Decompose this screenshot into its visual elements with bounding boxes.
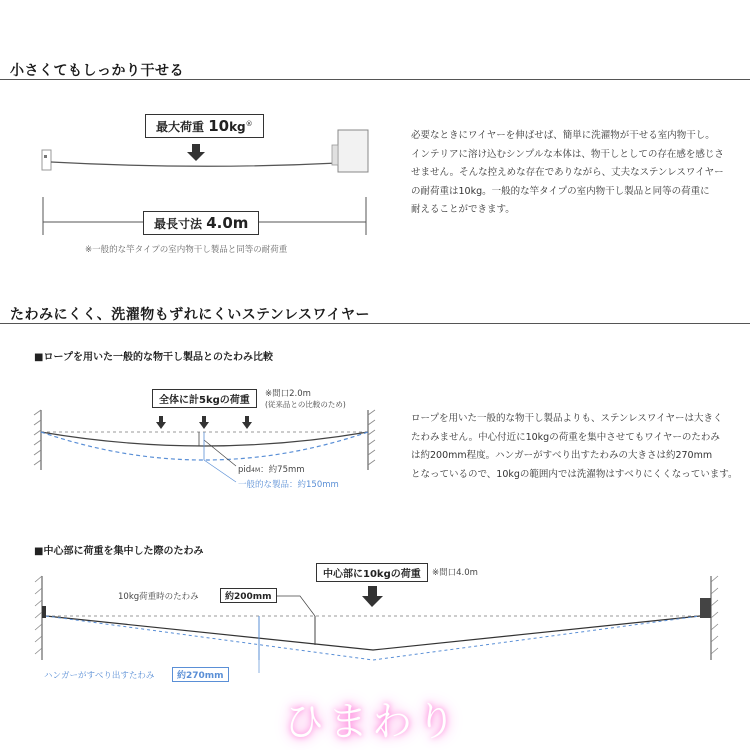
sag-label: 10kg荷重時のたわみ xyxy=(118,592,199,602)
max-length-box xyxy=(143,211,259,235)
diagram1-wire-curve xyxy=(41,432,368,446)
pid-name: pid xyxy=(238,465,252,475)
sag-value-box: 約200mm xyxy=(220,588,277,603)
section2-divider xyxy=(0,323,750,324)
diagram2-wire-line xyxy=(46,616,700,650)
diagram2-leaders xyxy=(259,596,315,673)
max-load-box xyxy=(145,114,264,138)
wire-reel-body-icon xyxy=(700,598,711,618)
section2-paragraph xyxy=(411,410,737,484)
down-arrow-icon xyxy=(362,586,383,607)
diagram1-load-box: 全体に計5kgの荷重 xyxy=(152,389,257,408)
paragraph-line: となっているので、10kgの範囲内では洗濯物はすべりにくくなっています。 xyxy=(411,468,738,480)
diagram1-span-note: ※間口2.0m xyxy=(265,389,311,399)
slide-value-box: 約270mm xyxy=(172,667,229,682)
max-length-value: 4.0m xyxy=(206,214,249,232)
paragraph-line: ロープを用いた一般的な物干し製品よりも、ステンレスワイヤーは大きく xyxy=(411,413,723,424)
wire-reel-body-icon xyxy=(332,130,368,172)
paragraph-line: せません。そんな控えめな存在でありながら、丈夫なステンレスワイヤー xyxy=(411,167,724,178)
max-load-label: 最大荷重 xyxy=(156,120,205,134)
pid-sub: 4M xyxy=(251,467,261,474)
pid-value: ：約75mm xyxy=(260,465,305,475)
slide-label: ハンガーがすべり出すたわみ xyxy=(44,671,155,681)
diagram2-load-box: 中心部に10kgの荷重 xyxy=(316,563,428,582)
diagram1-pid-label xyxy=(238,463,305,475)
max-load-value: 10 xyxy=(208,117,230,135)
max-load-unit: kg xyxy=(229,120,246,134)
section1-heading: 小さくてもしっかり干せる xyxy=(10,63,184,79)
diagram1-span-sub: (従来品との比較のため) xyxy=(265,400,346,409)
wire-line xyxy=(51,162,338,166)
paragraph-line: は約200mm程度。ハンガーがすべり出すたわみの大きさは約270mm xyxy=(411,450,713,461)
section1-paragraph xyxy=(411,127,724,220)
diagram2-title: ■中心部に荷重を集中した際のたわみ xyxy=(34,546,204,557)
max-length-label: 最長寸法 xyxy=(154,217,203,231)
diagram2-span-note: ※間口4.0m xyxy=(432,568,478,578)
paragraph-line: 必要なときにワイヤーを伸ばせば、簡単に洗濯物が干せる室内物干し。 xyxy=(411,130,715,141)
wall-hook-icon xyxy=(42,150,51,170)
paragraph-line: 耐えることができます。 xyxy=(411,204,515,215)
paragraph-line: インテリアに溶け込むシンプルな本体は、物干しとしての存在感を感じさ xyxy=(411,148,724,160)
paragraph-line: たわみません。中心付近に10kgの荷重を集中させてもワイヤーのたわみ xyxy=(411,431,720,443)
max-load-mark: ® xyxy=(245,120,253,128)
down-arrow-icon xyxy=(156,416,166,429)
section2-heading: たわみにくく、洗濯物もずれにくいステンレスワイヤー xyxy=(10,307,371,323)
diagram1-leaders xyxy=(199,432,236,482)
wall-hook-icon xyxy=(42,606,46,618)
diagram1-load-arrows xyxy=(156,416,252,429)
load-note: ※一般的な竿タイプの室内物干し製品と同等の耐荷重 xyxy=(85,245,288,255)
diagram1-general-label: 一般的な製品：約150mm xyxy=(238,480,339,490)
down-arrow-icon xyxy=(199,416,209,429)
down-arrow-icon xyxy=(242,416,252,429)
diagram2-slide-line xyxy=(46,616,700,660)
watermark-text: ひまわり xyxy=(284,699,460,745)
diagram1-title: ■ロープを用いた一般的な物干し製品とのたわみ比較 xyxy=(34,352,273,363)
load-arrow-icon xyxy=(187,144,205,161)
paragraph-line: の耐荷重は10kg。一般的な竿タイプの室内物干し製品と同等の荷重に xyxy=(411,185,710,197)
